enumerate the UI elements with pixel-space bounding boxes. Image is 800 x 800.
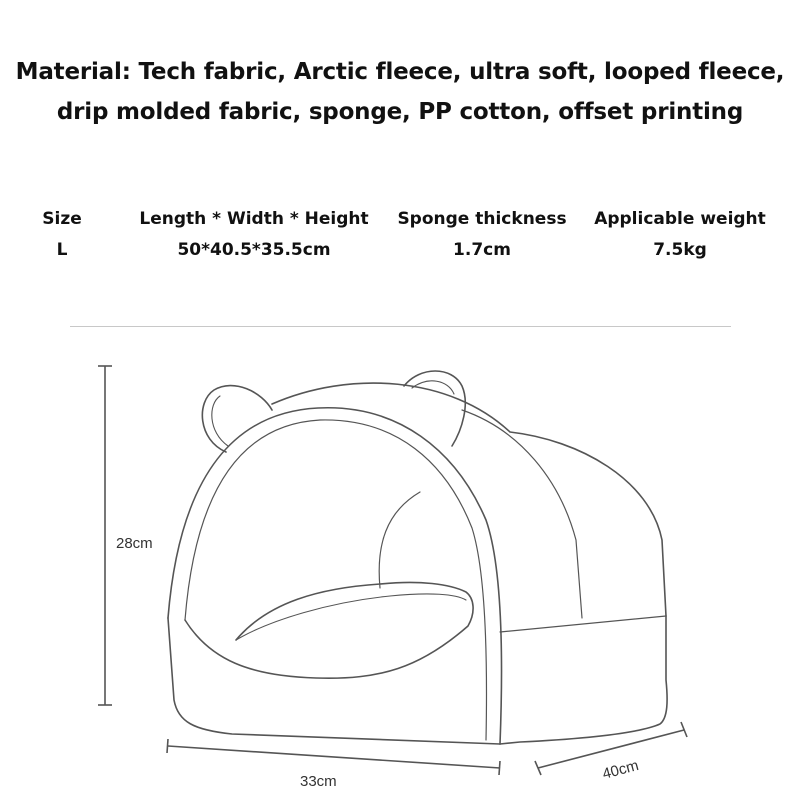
width-label: 33cm <box>300 773 337 790</box>
base-side <box>500 616 667 744</box>
height-label: 28cm <box>116 535 153 552</box>
left-ear-inner <box>212 396 228 446</box>
width-dim-tick-left <box>167 739 168 753</box>
left-ear <box>202 386 272 452</box>
spec-value-sponge: 1.7cm <box>453 240 511 260</box>
base-front <box>168 618 500 744</box>
spec-header-weight: Applicable weight <box>594 209 766 229</box>
spec-value-dimensions: 50*40.5*35.5cm <box>177 240 331 260</box>
width-dim-line <box>168 746 500 768</box>
right-ear <box>404 371 465 446</box>
width-dim-tick-right <box>499 761 500 775</box>
front-arch-outer <box>168 408 501 744</box>
material-line-1: Material: Tech fabric, Arctic fleece, ultra soft, looped fleece, <box>15 59 785 85</box>
front-arch-inner <box>185 420 486 740</box>
back-shell <box>272 383 666 616</box>
material-line-2: drip molded fabric, sponge, PP cotton, offset printing <box>56 99 744 125</box>
inner-back-arc <box>379 492 420 588</box>
depth-label: 40cm <box>600 756 641 783</box>
depth-dim-line <box>538 730 684 768</box>
cushion <box>185 582 473 678</box>
depth-dim-tick-right <box>681 722 687 737</box>
spec-value-weight: 7.5kg <box>653 240 707 260</box>
base-seam <box>500 616 666 632</box>
spec-header-size: Size <box>42 209 82 229</box>
spec-value-size: L <box>56 240 68 260</box>
spec-header-dimensions: Length * Width * Height <box>139 209 369 229</box>
cushion-top <box>236 594 466 640</box>
back-shell-ridge <box>462 410 582 618</box>
spec-header-sponge: Sponge thickness <box>397 209 567 229</box>
